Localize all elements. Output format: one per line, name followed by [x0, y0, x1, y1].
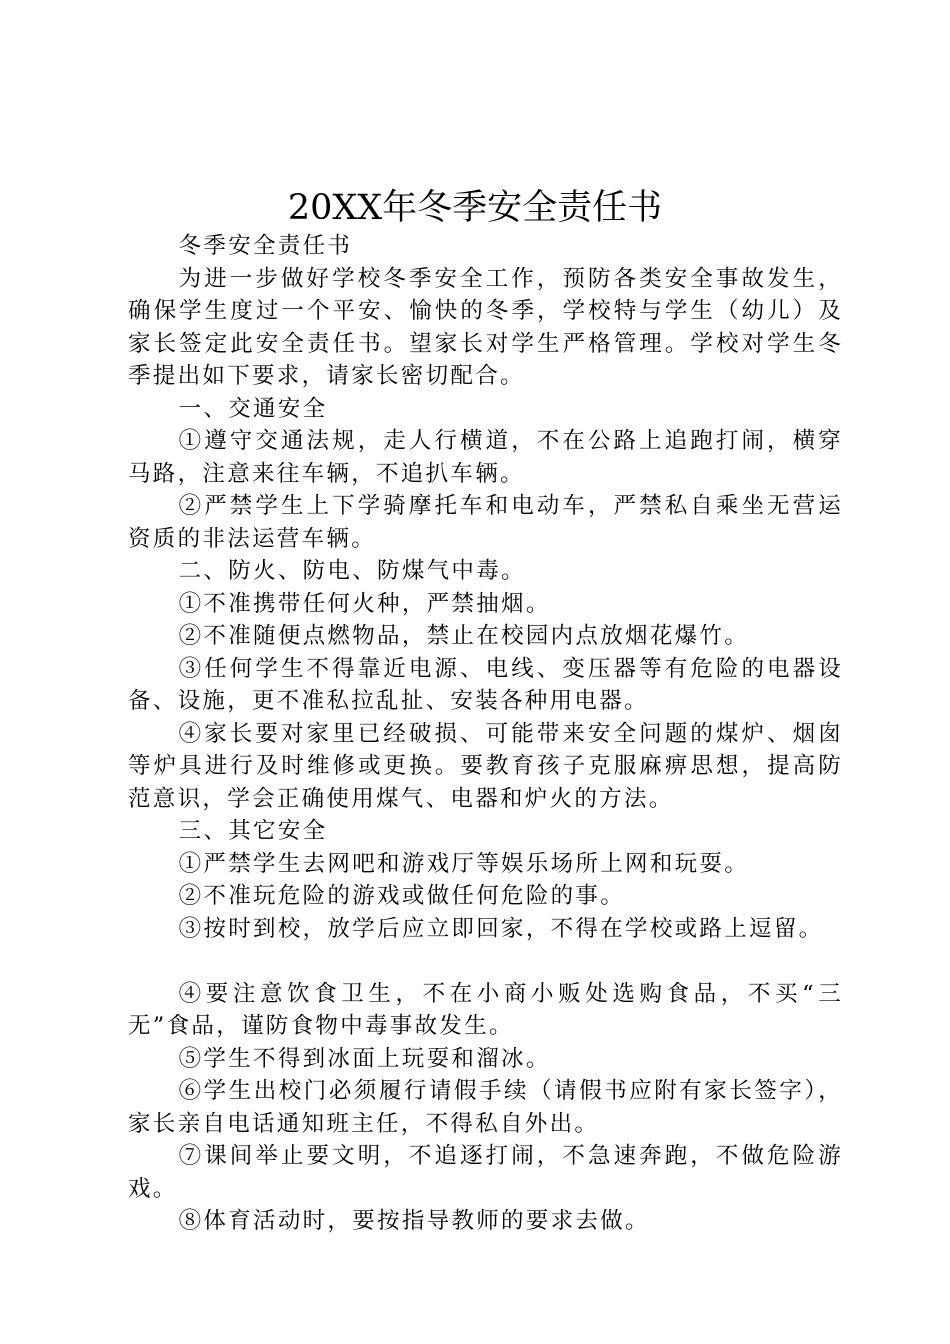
section-heading-fire: 二、防火、防电、防煤气中毒。 [178, 558, 526, 584]
list-item: ⑤学生不得到冰面上玩耍和溜冰。 [178, 1045, 551, 1072]
list-item: ③任何学生不得靠近电源、电线、变压器等有危险的电器设备、设施，更不准私拉乱扯、安装各种用电器。 [128, 655, 843, 714]
list-item: ②不准玩危险的游戏或做任何危险的事。 [178, 883, 626, 909]
list-item: ③按时到校，放学后应立即回家，不得在学校或路上逗留。 [178, 915, 824, 942]
list-item: ⑧体育活动时，要按指导教师的要求去做。 [178, 1208, 650, 1234]
intro-paragraph: 为进一步做好学校冬季安全工作，预防各类安全事故发生，确保学生度过一个平安、愉快的冬季，学校特与学生（幼儿）及家长签定此安全责任书。望家长对学生严格管理。学校对学生冬季提出如下要求，请家长密切配合。 [128, 265, 843, 389]
subtitle-paragraph: 冬季安全责任书 [178, 233, 353, 259]
list-item: ⑥学生出校门必须履行请假手续（请假书应附有家长签字），家长亲自电话通知班主任，不得私自外出。 [128, 1078, 843, 1137]
list-item: ②不准随便点燃物品，禁止在校园内点放烟花爆竹。 [178, 623, 750, 649]
list-item: ④要注意饮食卫生，不在小商小贩处选购食品，不买“三无”食品，谨防食物中毒事故发生。 [128, 980, 843, 1039]
section-heading-traffic: 一、交通安全 [178, 395, 328, 422]
list-item: ①遵守交通法规，走人行横道，不在公路上追跑打闹，横穿马路，注意来往车辆，不追扒车辆。 [128, 428, 843, 487]
list-item: ①严禁学生去网吧和游戏厅等娱乐场所上网和玩耍。 [178, 850, 750, 877]
list-item: ④家长要对家里已经破损、可能带来安全问题的煤炉、烟囱等炉具进行及时维修或更换。要教育孩子克服麻痹思想，提高防范意识，学会正确使用煤气、电器和炉火的方法。 [128, 720, 843, 812]
list-item: ⑦课间举止要文明，不追逐打闹，不急速奔跑，不做危险游戏。 [128, 1143, 843, 1202]
document-body [128, 230, 843, 1238]
blank-line [128, 945, 843, 978]
list-item: ①不准携带任何火种，严禁抽烟。 [178, 590, 551, 617]
document-title: 20XX年冬季安全责任书 [287, 188, 663, 228]
list-item: ②严禁学生上下学骑摩托车和电动车，严禁私自乘坐无营运资质的非法运营车辆。 [128, 493, 843, 552]
section-heading-other: 三、其它安全 [178, 818, 328, 844]
